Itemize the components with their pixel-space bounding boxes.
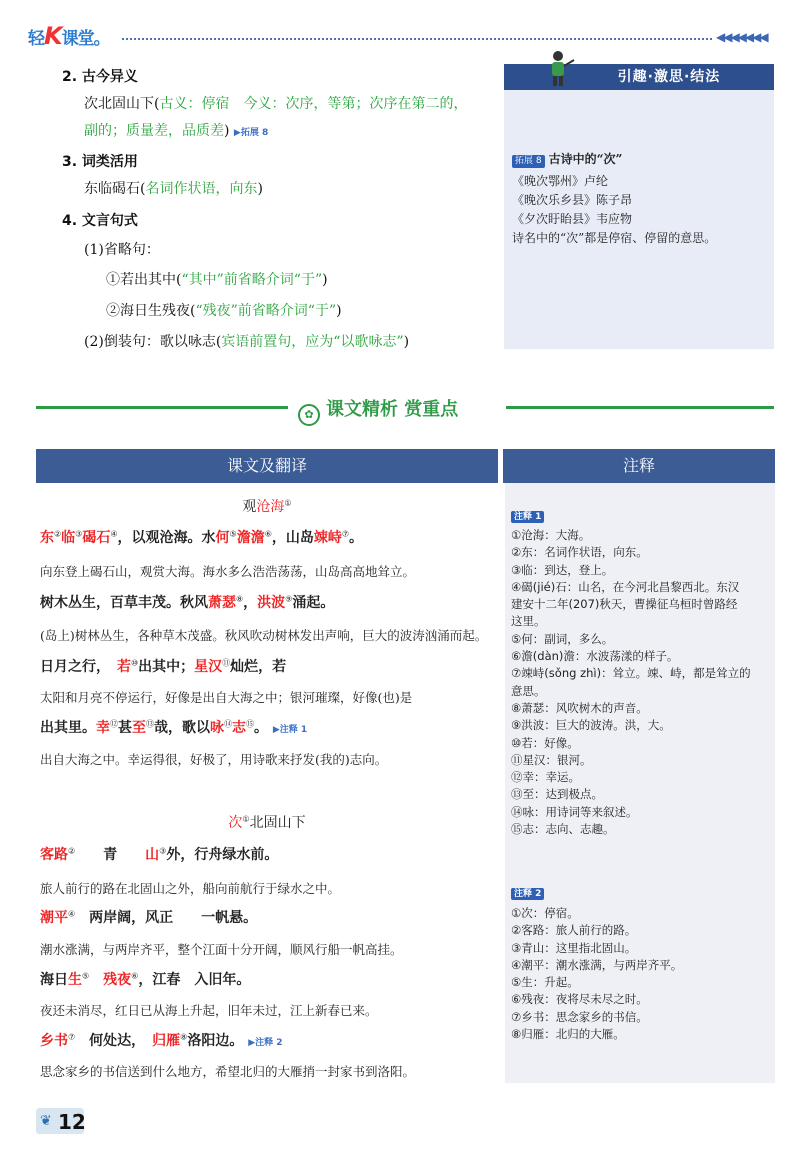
note-item: ③临：到达，登上。	[511, 562, 614, 577]
translation-line: 夜还未消尽，红日已从海上升起，旧年未过，江上新春已来。	[40, 1003, 378, 1018]
note-item: ⑧萧瑟：风吹树木的声音。	[511, 700, 648, 715]
sidebar-line: 《晚次鄂州》卢纶	[512, 174, 609, 188]
sidebar-heading: 拓展 8 古诗中的“次”	[512, 150, 622, 169]
grammar-line: 东临碣石(名词作状语，向东)	[84, 181, 263, 197]
note-item: ⑩若：好像。	[511, 735, 579, 750]
note-item: ⑥残夜：夜将尽未尽之时。	[511, 992, 648, 1007]
note-item: ⑧归雁：北归的大雁。	[511, 1027, 625, 1042]
key-word: 若	[117, 659, 131, 675]
banner-rule-right	[506, 406, 774, 409]
notes-list-2	[511, 905, 773, 1043]
poem-text: ，	[243, 595, 258, 611]
poem-line	[40, 907, 257, 927]
note-item: 意思。	[511, 683, 546, 698]
sidebar-line: 诗名中的“次”都是停宿、停留的意思。	[512, 231, 717, 245]
note-marker: ②	[68, 846, 76, 856]
note-marker: ⑦	[341, 529, 350, 539]
note-marker: ⑧	[236, 594, 244, 604]
poem-title: 次①北固山下	[228, 814, 306, 831]
note-marker: ②	[54, 529, 62, 539]
expand-link[interactable]: ▶拓展 8	[233, 128, 269, 138]
note-marker: ⑫	[110, 719, 118, 729]
note-marker: ④	[68, 909, 76, 919]
poem-line	[40, 717, 307, 737]
poem-title: 观沧海①	[242, 498, 292, 515]
note-link-2[interactable]: ▶注释 2	[248, 1038, 283, 1048]
poem-text: 出其中；	[138, 659, 195, 675]
translation-line: 潮水涨满，与两岸齐平，整个江面十分开阔，顺风行船一帆高挂。	[40, 942, 403, 957]
sidebar-line: 《夕次盱眙县》韦应物	[512, 212, 633, 226]
key-word: 何	[215, 530, 230, 546]
banner-rule-left	[36, 406, 288, 409]
key-word: 碣石	[82, 530, 111, 546]
note-item: ④潮平：潮水涨满，与两岸齐平。	[511, 957, 683, 972]
translation-line: 旅人前行的路在北固山之外，船向前航行于绿水之中。	[40, 881, 341, 896]
poem-text: 两岸阔，风正 一帆悬。	[75, 910, 258, 926]
grammar-line: (1)省略句：	[84, 242, 160, 258]
notes-list-1	[511, 527, 773, 838]
section-title-word-usage: 3. 词类活用	[62, 154, 138, 170]
note-marker: ⑤	[82, 971, 90, 981]
note-marker: ⑭	[224, 719, 232, 729]
note-marker: ⑦	[68, 1032, 76, 1042]
section-title-sentence: 4. 文言句式	[62, 213, 138, 229]
poem-text: 外，行舟绿水前。	[166, 847, 279, 863]
teacher-icon	[538, 48, 578, 88]
note-item: ⑬至：达到极点。	[511, 787, 603, 802]
key-word: 潮平	[40, 910, 68, 926]
note-item: ⑦竦峙(sǒng zhì)：耸立。竦、峙，都是耸立的	[511, 666, 751, 681]
note-marker: ⑩	[131, 658, 139, 668]
poem-text: 洛阳边。	[187, 1033, 244, 1049]
note-marker: ③	[75, 529, 83, 539]
note-item: ①次：停宿。	[511, 906, 579, 920]
note-item: ⑮志：志向、志趣。	[511, 822, 615, 837]
translation-line: 思念家乡的书信送到什么地方，希望北归的大雁捎一封家书到洛阳。	[40, 1064, 416, 1079]
note-item: ②东：名词作状语，向东。	[511, 545, 648, 560]
expand-tag: 拓展 8	[512, 155, 545, 168]
poem-line	[40, 1030, 283, 1050]
note-item: ⑨洪波：巨大的波涛。洪，大。	[511, 718, 671, 733]
poem-text: 日月之行，	[40, 659, 117, 675]
key-word: 星汉	[194, 659, 223, 675]
note-item: ⑦乡书：思念家乡的书信。	[511, 1009, 648, 1024]
text-translation-header: 课文及翻译	[36, 449, 498, 483]
key-word: 东	[40, 530, 54, 546]
key-word: 志	[232, 720, 246, 736]
sidebar-line: 《晚次乐乡县》陈子昂	[512, 193, 633, 207]
section-banner: ✿ 课文精析 赏重点	[298, 395, 458, 426]
poem-text: 树木丛生，百草丰茂。秋风	[40, 595, 208, 611]
key-word: 洪波	[257, 595, 286, 611]
header-divider	[122, 38, 712, 40]
note-marker: ⑨	[285, 594, 293, 604]
notes-tag-2: 注释 2	[511, 886, 544, 900]
note-marker: ⑧	[180, 1032, 188, 1042]
poem-text: 何处达，	[75, 1033, 153, 1049]
notes-header: 注释	[503, 449, 775, 483]
poem-text: 海日	[40, 972, 68, 988]
key-word: 幸	[96, 720, 110, 736]
sidebar-box-title: 引趣·激思·结法	[504, 64, 774, 90]
poem-text: 出其里。	[40, 720, 96, 736]
note-item: ①沧海：大海。	[511, 528, 591, 542]
note-item: ⑤生：升起。	[511, 975, 579, 990]
notes-tag-1: 注释 1	[511, 509, 544, 523]
key-word: 至	[132, 720, 146, 736]
poem-text	[89, 972, 103, 988]
poem-text: ，以观沧海。水	[117, 530, 216, 546]
poem-line	[40, 656, 286, 676]
note-marker: ④	[110, 529, 118, 539]
key-word: 竦峙	[313, 530, 342, 546]
poem-text: 哉，歌以	[154, 720, 210, 736]
poem-text: 涌起。	[292, 595, 335, 611]
key-word: 萧瑟	[208, 595, 236, 611]
note-item: ④碣(jié)石：山名，在今河北昌黎西北。东汉	[511, 579, 740, 594]
key-word: 残夜	[103, 972, 132, 988]
note-item: ⑫幸：幸运。	[511, 770, 580, 785]
note-marker: ③	[159, 846, 167, 856]
poem-text: 。	[349, 530, 364, 546]
note-marker: ⑤	[229, 529, 237, 539]
key-word: 山	[145, 847, 160, 863]
key-word: 咏	[210, 720, 224, 736]
translation-line: 出自大海之中。幸运得很，好极了，用诗歌来抒发(我的)志向。	[40, 752, 388, 767]
key-word: 归雁	[152, 1033, 181, 1049]
note-marker: ⑪	[222, 658, 231, 668]
note-link-1[interactable]: ▶注释 1	[272, 725, 308, 735]
note-item: ⑭咏：用诗词等来叙述。	[511, 804, 638, 819]
key-word: 客路	[40, 847, 68, 863]
poem-text: 。	[254, 720, 268, 736]
page-number: 12	[58, 1110, 86, 1134]
poem-line	[40, 844, 278, 864]
poem-text: 甚	[118, 720, 132, 736]
grammar-line: (2)倒装句：歌以咏志(宾语前置句，应为“以歌咏志”)	[84, 334, 410, 350]
poem-line	[40, 527, 363, 547]
note-marker: ⑥	[264, 529, 272, 539]
poem-text: 青	[75, 847, 146, 863]
grammar-line: 副的；质量差，品质差) ▶拓展 8	[84, 123, 269, 139]
note-marker: ⑥	[131, 971, 139, 981]
poem-text: ，江春 入旧年。	[138, 972, 251, 988]
translation-line: 太阳和月亮不停运行，好像是出自大海之中；银河璀璨，好像(也)是	[40, 690, 413, 705]
header-arrows: ◀◀◀◀◀◀◀	[716, 30, 767, 44]
grammar-line: ①若出其中(“其中”前省略介词“于”)	[106, 272, 328, 288]
leaf-icon: ❦	[40, 1113, 52, 1129]
translation-line: 向东登上碣石山，观赏大海。海水多么浩浩荡荡，山岛高高地耸立。	[40, 564, 416, 579]
note-item: ⑤何：副词，多么。	[511, 631, 614, 646]
note-item: ⑥澹(dàn)澹：水波荡漾的样子。	[511, 649, 679, 664]
poem-line	[40, 969, 250, 989]
poem-line	[40, 592, 334, 612]
section-title-ancient-modern: 2. 古今异义	[62, 69, 138, 85]
note-item: 这里。	[511, 614, 546, 629]
translation-line: (岛上)树林丛生，各种草木茂盛。秋风吹动树林发出声响，巨大的波涛汹涌而起。	[40, 628, 488, 643]
key-word: 临	[61, 530, 76, 546]
brand-logo: 轻K课堂。	[28, 22, 110, 50]
flower-icon: ✿	[298, 404, 320, 426]
key-word: 澹澹	[236, 530, 265, 546]
note-marker: ⑮	[246, 719, 254, 729]
poem-text: ，山岛	[271, 530, 314, 546]
note-item: 建安十二年(207)秋天，曹操征乌桓时曾路经	[511, 597, 738, 612]
note-item: ③青山：这里指北固山。	[511, 940, 637, 955]
note-item: ⑪星汉：银河。	[511, 752, 592, 767]
key-word: 乡书	[40, 1033, 68, 1049]
poem-text: 灿烂，若	[230, 659, 287, 675]
grammar-line: 次北固山下(古义：停宿 今义：次序，等第；次序在第二的，	[84, 96, 468, 112]
note-marker: ⑬	[146, 719, 154, 729]
note-item: ②客路：旅人前行的路。	[511, 923, 637, 938]
key-word: 生	[68, 972, 82, 988]
grammar-line: ②海日生残夜(“残夜”前省略介词“于”)	[106, 303, 342, 319]
